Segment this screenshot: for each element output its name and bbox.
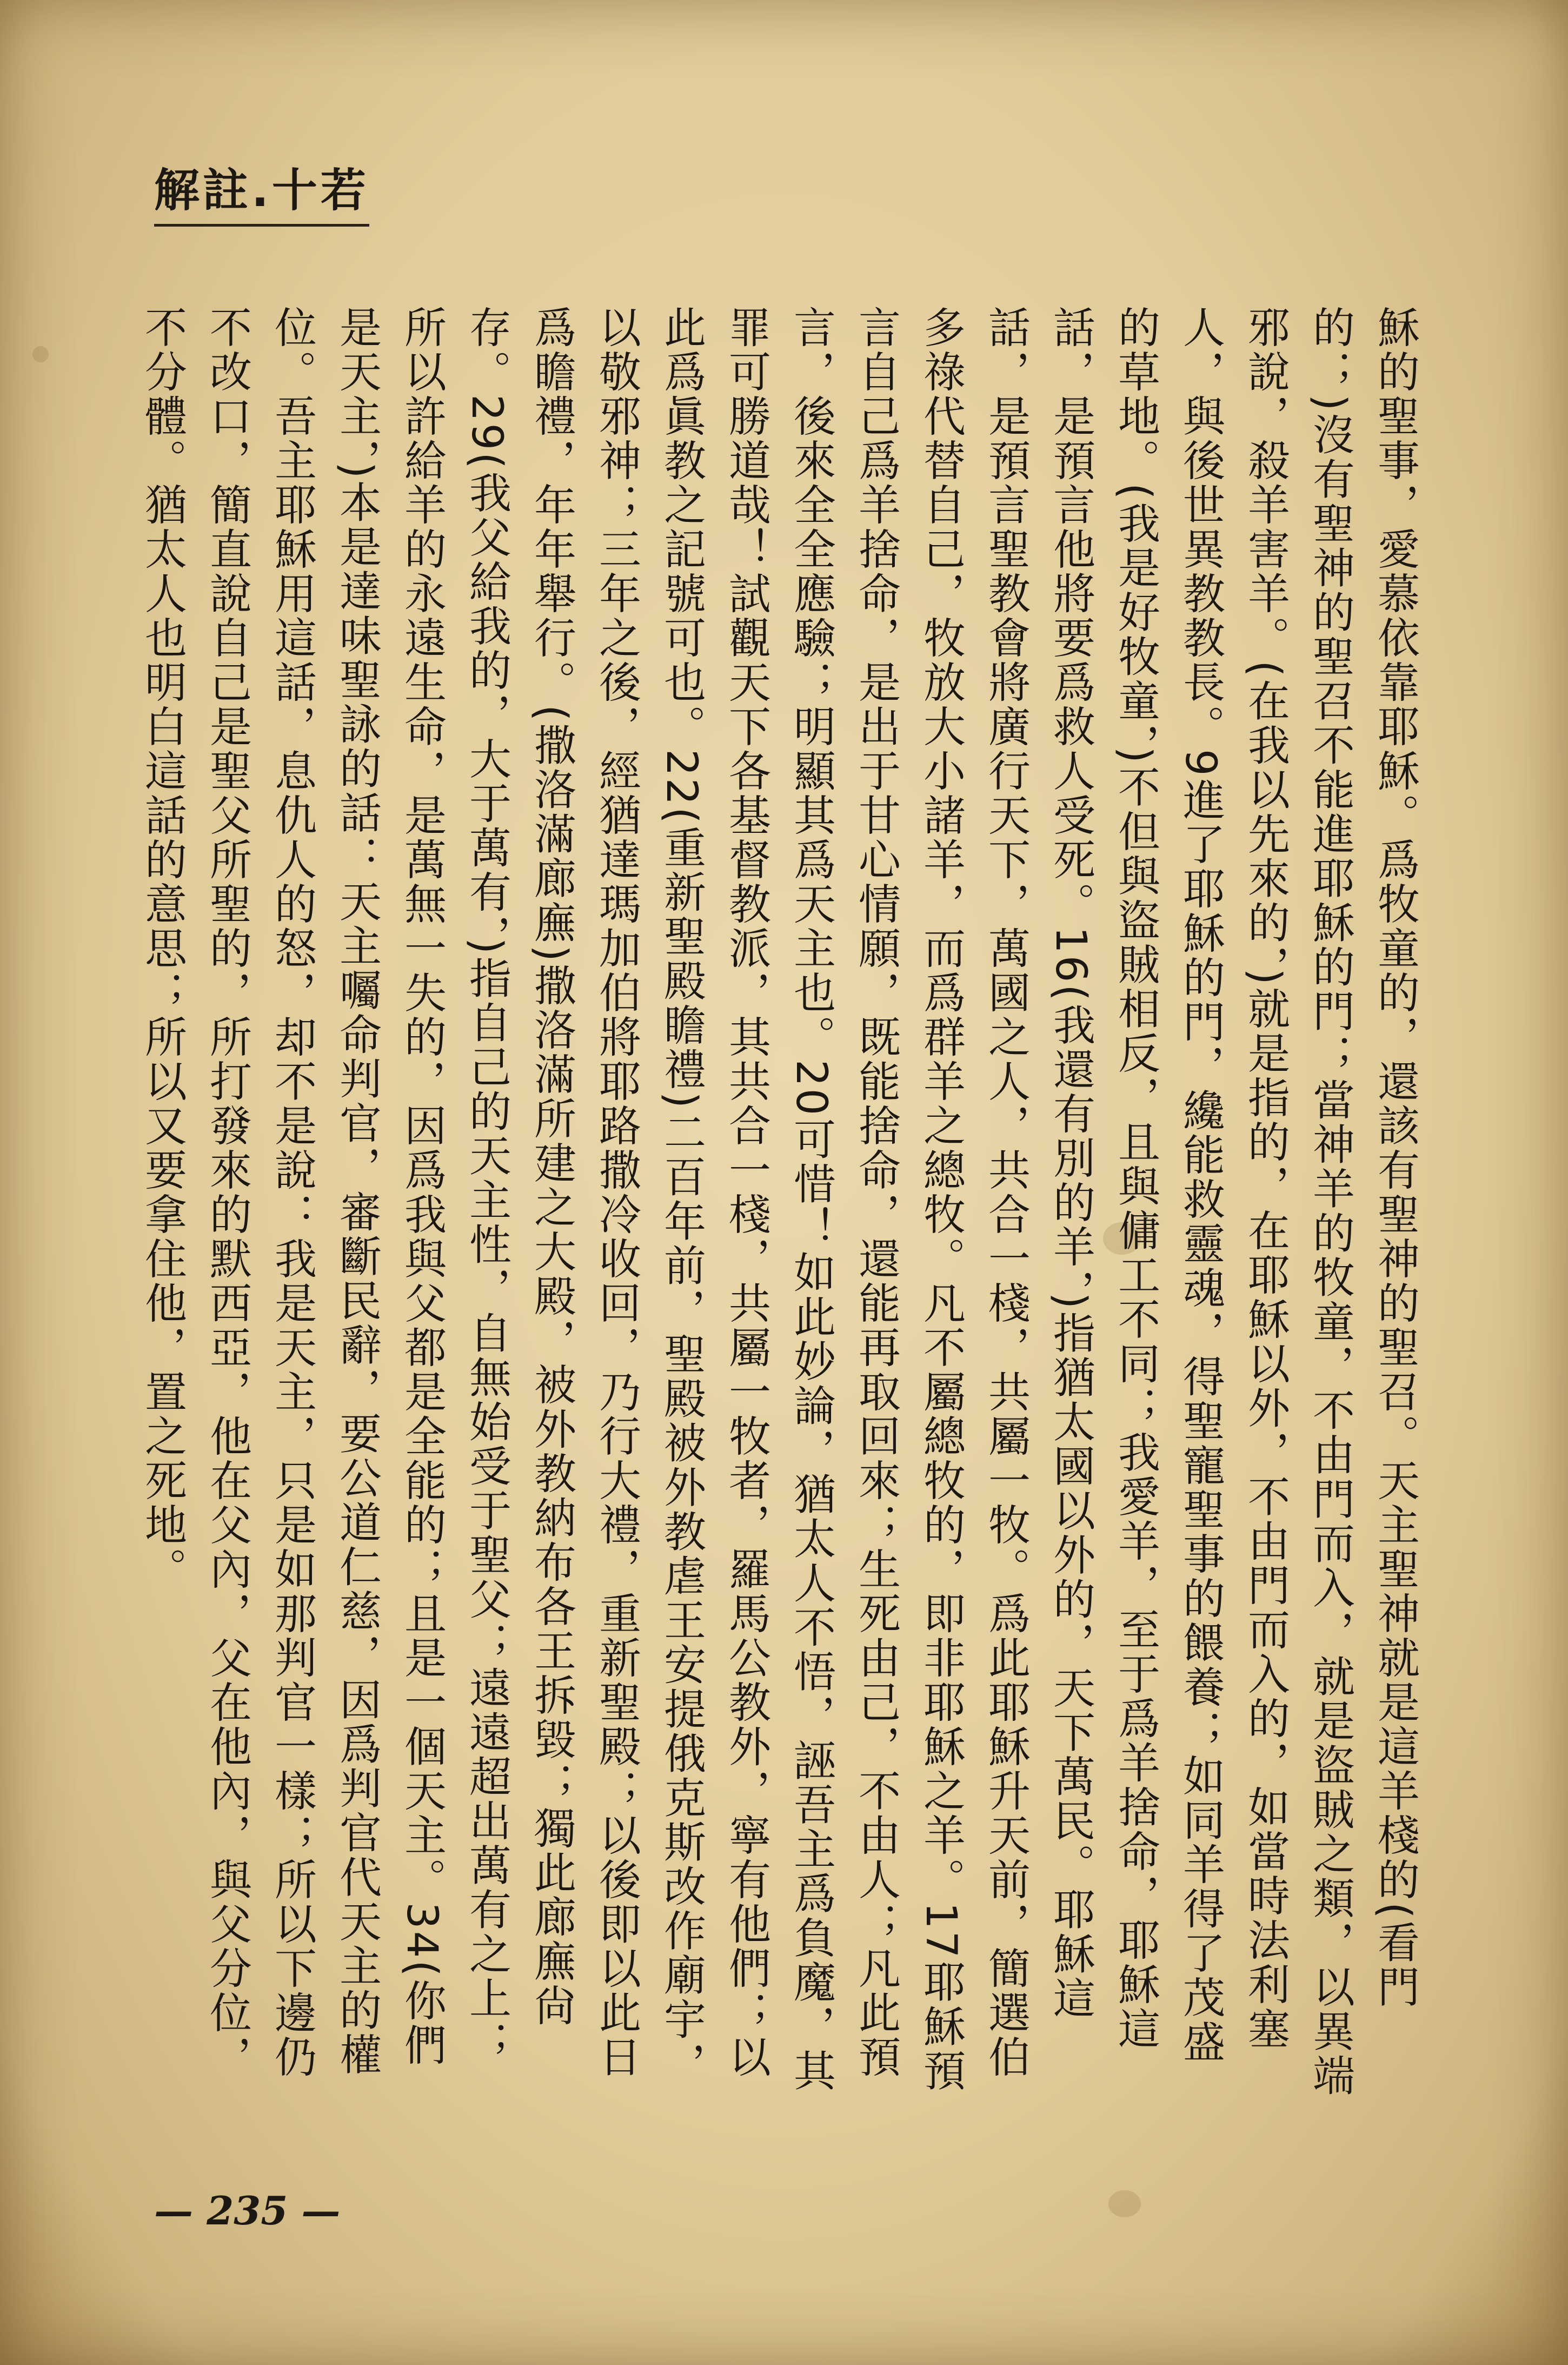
vertical-body-text: [138, 306, 1427, 2106]
ink-stain: [32, 346, 49, 362]
running-header: 解註.十若: [154, 154, 369, 227]
page-number: — 235 —: [154, 2188, 341, 2234]
ink-stain: [1108, 2190, 1141, 2217]
commentary-paragraph: 穌的聖事，愛慕依靠耶穌。爲牧童的，還該有聖神的聖召。天主聖神就是這羊棧的(看門的；)沒有聖神的聖召不能進耶穌的門；當神羊的牧童，不由門而入，就是盜賊之類，以異端邪說，殺羊害羊。(在我以先來的，)就是指的，在耶穌以外，不由門而入的，如當時法利塞人，與後世異教教長。9進了耶穌的門，纔能救靈魂，得聖寵聖事的餵養；如同羊得了茂盛的草地。(我是好牧童，)不但與盜賊相反，且與傭工不同；我愛羊，至于爲羊捨命，耶穌這話，是預言他將要爲救人受死。16(我還有別的羊，)指猶太國以外的，天下萬民。耶穌這話，是預言聖教會將廣行天下，萬國之人，共合一棧，共屬一牧。爲此耶穌升天前，簡選伯多祿代替自己，牧放大小諸羊，而爲群羊之總牧。凡不屬總牧的，即非耶穌之羊。17耶穌預言自己爲羊捨命，是出于甘心情願，既能捨命，還能再取回來；生死由己，不由人；凡此預言，後來全全應驗；明顯其爲天主也。20可惜！如此妙論，猶太人不悟，誣吾主爲負魔，其罪可勝道哉！試觀天下各基督教派，其共合一棧，共屬一牧者，羅馬公教外，寧有他們；以此爲眞教之記號可也。22(重新聖殿瞻禮)二百年前，聖殿被外教虐王安提俄克斯改作廟宇，以敬邪神；三年之後，經猶達瑪加伯將耶路撒冷收回，乃行大禮，重新聖殿；以後即以此日爲瞻禮，年年舉行。(撒洛滿廊廡)撒洛滿所建之大殿，被外教納布各王拆毀；獨此廊廡尙存。29(我父給我的，大于萬有，)指自己的天主性，自無始受于聖父；遠遠超出萬有之上；所以許給羊的永遠生命，是萬無一失的，因爲我與父都是全能的；且是一個天主。34(你們是天主，)本是達味聖詠的話：天主囑命判官，審斷民辭，要公道仁慈，因爲判官代天主的權位。吾主耶穌用這話，息仇人的怒，却不是說：我是天主，只是如那判官一樣；所以下邊仍不改口，簡直說自己是聖父所聖的，所打發來的默西亞，他在父內，父在他內，與父分位，不分體。猶太人也明白這話的意思；所以又要拿住他，置之死地。: [138, 306, 1419, 2098]
